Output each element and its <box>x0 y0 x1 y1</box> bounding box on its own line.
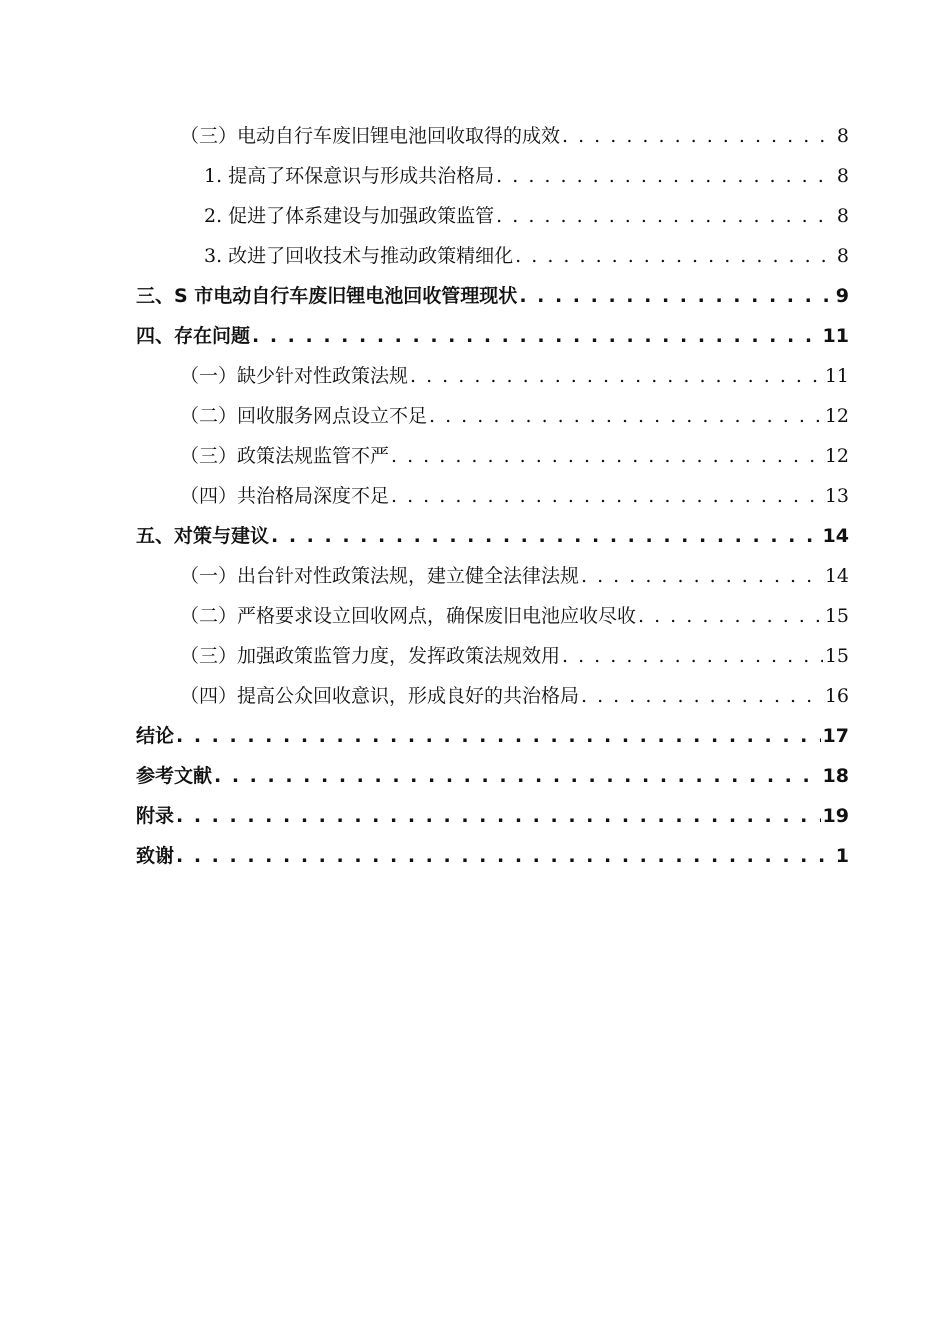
table-of-contents <box>136 116 849 876</box>
toc-entry-page: 18 <box>822 765 849 787</box>
toc-leader-dots <box>562 636 823 676</box>
toc-leader-dots <box>252 316 821 356</box>
toc-entry-title: 参考文献 <box>136 765 213 787</box>
toc-leader-dots <box>519 276 833 316</box>
toc-entry-title: 四、存在问题 <box>136 325 251 347</box>
toc-entry[interactable] <box>136 676 849 716</box>
toc-chapter-entry[interactable] <box>136 796 849 836</box>
toc-entry-title: 附录 <box>136 805 175 827</box>
toc-entry-title: 3. 改进了回收技术与推动政策精细化 <box>204 245 514 267</box>
toc-entry-title: 结论 <box>136 725 175 747</box>
toc-leader-dots <box>562 116 835 156</box>
toc-leader-dots <box>581 676 823 716</box>
toc-entry-page: 17 <box>822 725 849 747</box>
toc-entry-page: 12 <box>824 445 849 467</box>
toc-entry-title: 三、S 市电动自行车废旧锂电池回收管理现状 <box>136 285 518 307</box>
toc-leader-dots <box>496 156 835 196</box>
toc-entry[interactable] <box>136 436 849 476</box>
toc-chapter-entry[interactable] <box>136 316 849 356</box>
toc-entry-page: 1 <box>835 845 849 867</box>
toc-entry-title: （一）缺少针对性政策法规 <box>180 365 409 387</box>
toc-entry-page: 8 <box>836 125 849 147</box>
toc-entry-page: 13 <box>824 485 849 507</box>
toc-chapter-entry[interactable] <box>136 716 849 756</box>
toc-entry-page: 16 <box>824 685 849 707</box>
toc-chapter-entry[interactable] <box>136 756 849 796</box>
toc-chapter-entry[interactable] <box>136 836 849 876</box>
toc-entry-title: （四）提高公众回收意识，形成良好的共治格局 <box>180 685 580 707</box>
toc-entry-page: 8 <box>836 205 849 227</box>
toc-entry[interactable] <box>136 356 849 396</box>
toc-entry-title: （一）出台针对性政策法规，建立健全法律法规 <box>180 565 580 587</box>
toc-entry-title: （二）回收服务网点设立不足 <box>180 405 428 427</box>
toc-chapter-entry[interactable] <box>136 516 849 556</box>
toc-entry-page: 14 <box>822 525 849 547</box>
toc-entry-page: 11 <box>824 365 849 387</box>
toc-entry-title: （四）共治格局深度不足 <box>180 485 390 507</box>
toc-leader-dots <box>214 756 821 796</box>
toc-entry-page: 15 <box>824 605 849 627</box>
toc-leader-dots <box>391 476 823 516</box>
toc-entry-title: 五、对策与建议 <box>136 525 270 547</box>
toc-entry[interactable] <box>136 556 849 596</box>
toc-entry-page: 15 <box>824 645 849 667</box>
toc-entry-title: 2. 促进了体系建设与加强政策监管 <box>204 205 495 227</box>
toc-entry[interactable] <box>136 396 849 436</box>
toc-entry[interactable] <box>136 596 849 636</box>
toc-leader-dots <box>271 516 821 556</box>
toc-entry-title: （三）加强政策监管力度，发挥政策法规效用 <box>180 645 561 667</box>
toc-entry-page: 9 <box>835 285 849 307</box>
toc-leader-dots <box>515 236 835 276</box>
toc-entry-title: （二）严格要求设立回收网点，确保废旧电池应收尽收 <box>180 605 637 627</box>
toc-entry[interactable] <box>136 196 849 236</box>
toc-leader-dots <box>638 596 823 636</box>
toc-entry-title: 致谢 <box>136 845 175 867</box>
toc-leader-dots <box>581 556 823 596</box>
toc-leader-dots <box>176 836 834 876</box>
toc-leader-dots <box>391 436 823 476</box>
toc-entry[interactable] <box>136 636 849 676</box>
toc-entry-page: 11 <box>822 325 849 347</box>
toc-entry[interactable] <box>136 476 849 516</box>
toc-entry[interactable] <box>136 236 849 276</box>
toc-entry-page: 12 <box>824 405 849 427</box>
toc-entry-page: 19 <box>822 805 849 827</box>
toc-entry[interactable] <box>136 116 849 156</box>
toc-entry[interactable] <box>136 156 849 196</box>
toc-entry-page: 8 <box>836 165 849 187</box>
toc-leader-dots <box>410 356 823 396</box>
toc-entry-title: 1. 提高了环保意识与形成共治格局 <box>204 165 495 187</box>
toc-entry-page: 8 <box>836 245 849 267</box>
toc-leader-dots <box>496 196 835 236</box>
toc-leader-dots <box>176 716 821 756</box>
toc-entry-title: （三）电动自行车废旧锂电池回收取得的成效 <box>180 125 561 147</box>
toc-chapter-entry[interactable] <box>136 276 849 316</box>
toc-entry-page: 14 <box>824 565 849 587</box>
toc-entry-title: （三）政策法规监管不严 <box>180 445 390 467</box>
toc-leader-dots <box>176 796 821 836</box>
toc-leader-dots <box>429 396 823 436</box>
